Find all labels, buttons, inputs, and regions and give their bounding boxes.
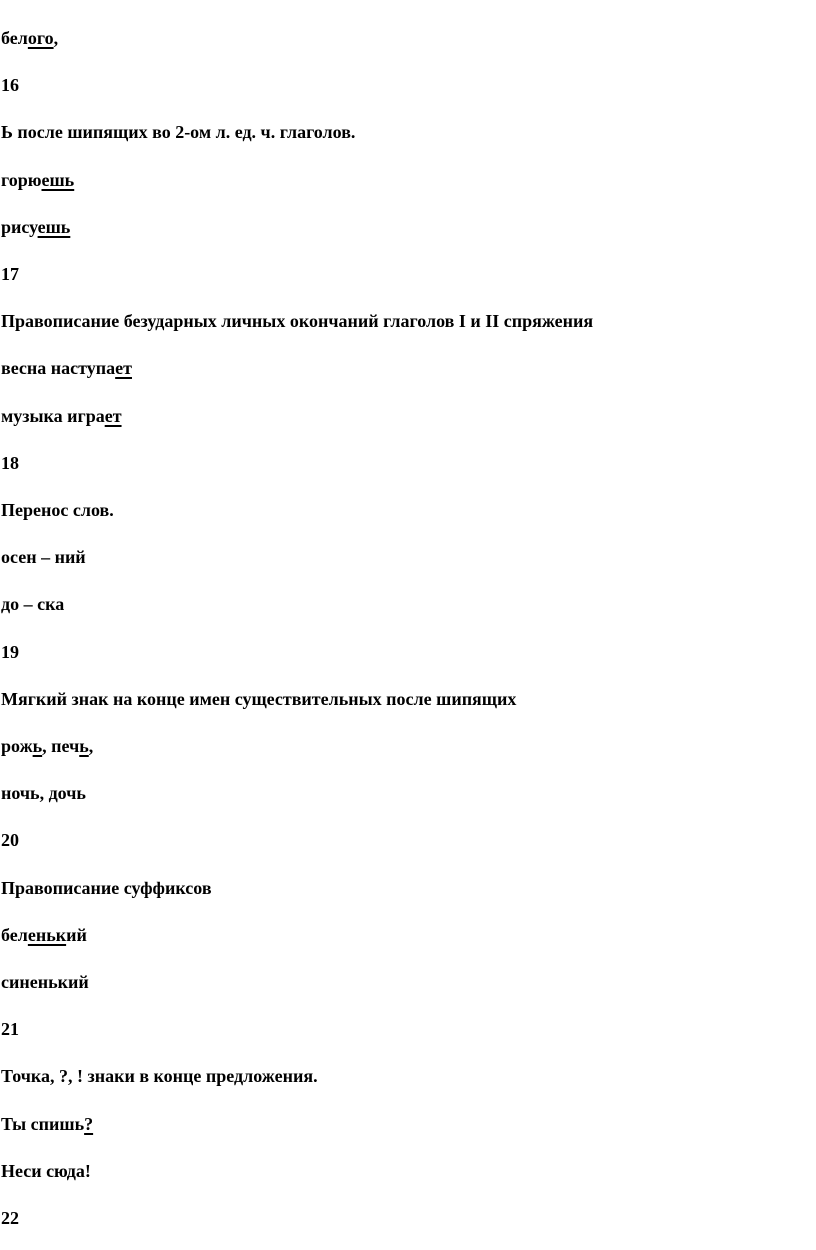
text-fragment: бел [1, 28, 28, 48]
text-fragment: Ь после шипящих во 2-ом л. ед. ч. глаголов. [1, 122, 356, 143]
example-line [1, 593, 64, 615]
text-fragment: 20 [1, 830, 19, 851]
rule-heading [1, 877, 212, 899]
example-line [1, 169, 74, 191]
text-fragment: рису [1, 216, 38, 237]
text-fragment: , [53, 28, 59, 48]
text-fragment: Ты спишь [1, 1113, 85, 1134]
text-fragment: ий [66, 924, 87, 945]
section-number [1, 641, 19, 663]
example-line [1, 924, 87, 946]
underlined-fragment: еньк [27, 924, 67, 945]
text-fragment: Перенос слов. [1, 500, 114, 520]
rule-heading [1, 121, 355, 143]
text-fragment: горю [1, 169, 42, 190]
section-number [1, 1018, 19, 1040]
example-line [1, 357, 132, 379]
text-fragment: , печ [42, 736, 80, 756]
text-fragment: Правописание безударных личных окончаний глаголов I и II спряжения [1, 311, 594, 332]
underlined-fragment: ь [79, 736, 89, 756]
text-fragment: 22 [1, 1208, 19, 1228]
text-fragment: 18 [1, 452, 19, 473]
text-fragment: 17 [1, 264, 19, 284]
underlined-fragment: ь [32, 736, 43, 756]
example-line [1, 546, 86, 568]
text-fragment: Правописание суффиксов [1, 877, 212, 898]
text-fragment: синенький [1, 972, 89, 992]
text-fragment: рож [1, 736, 33, 756]
example-line [1, 1160, 91, 1182]
rule-heading [1, 310, 593, 332]
text-fragment: Точка, ?, ! знаки в конце предложения. [1, 1066, 318, 1087]
text-fragment: до – ска [1, 594, 65, 615]
example-line [1, 27, 58, 49]
example-line [1, 735, 93, 757]
text-fragment: , [88, 736, 94, 756]
text-fragment: Мягкий знак на конце имен существительных после шипящих [1, 688, 517, 709]
example-line [1, 971, 89, 993]
text-fragment: 21 [1, 1019, 19, 1040]
underlined-fragment: ет [115, 358, 132, 379]
section-number [1, 829, 19, 851]
example-line [1, 1113, 93, 1135]
rule-heading [1, 499, 114, 521]
section-number [1, 452, 19, 474]
text-fragment: музыка игра [1, 405, 105, 426]
text-fragment: 19 [1, 641, 19, 662]
text-fragment: ночь, дочь [1, 783, 86, 804]
rule-heading [1, 1065, 318, 1087]
underlined-fragment: ет [104, 405, 122, 426]
underlined-fragment: ешь [37, 216, 71, 237]
text-fragment: осен – ний [1, 547, 86, 568]
text-fragment: Неси сюда! [1, 1160, 91, 1181]
example-line [1, 405, 122, 427]
text-fragment: весна наступа [1, 358, 116, 379]
text-fragment: 16 [1, 75, 19, 96]
text-fragment: бел [1, 924, 28, 945]
section-number [1, 263, 19, 285]
underlined-fragment: ? [84, 1113, 94, 1134]
section-number [1, 1207, 19, 1229]
section-number [1, 74, 19, 96]
rule-heading [1, 688, 516, 710]
underlined-fragment: ешь [41, 169, 75, 190]
example-line [1, 216, 70, 238]
underlined-fragment: ого [27, 28, 54, 48]
example-line [1, 782, 86, 804]
